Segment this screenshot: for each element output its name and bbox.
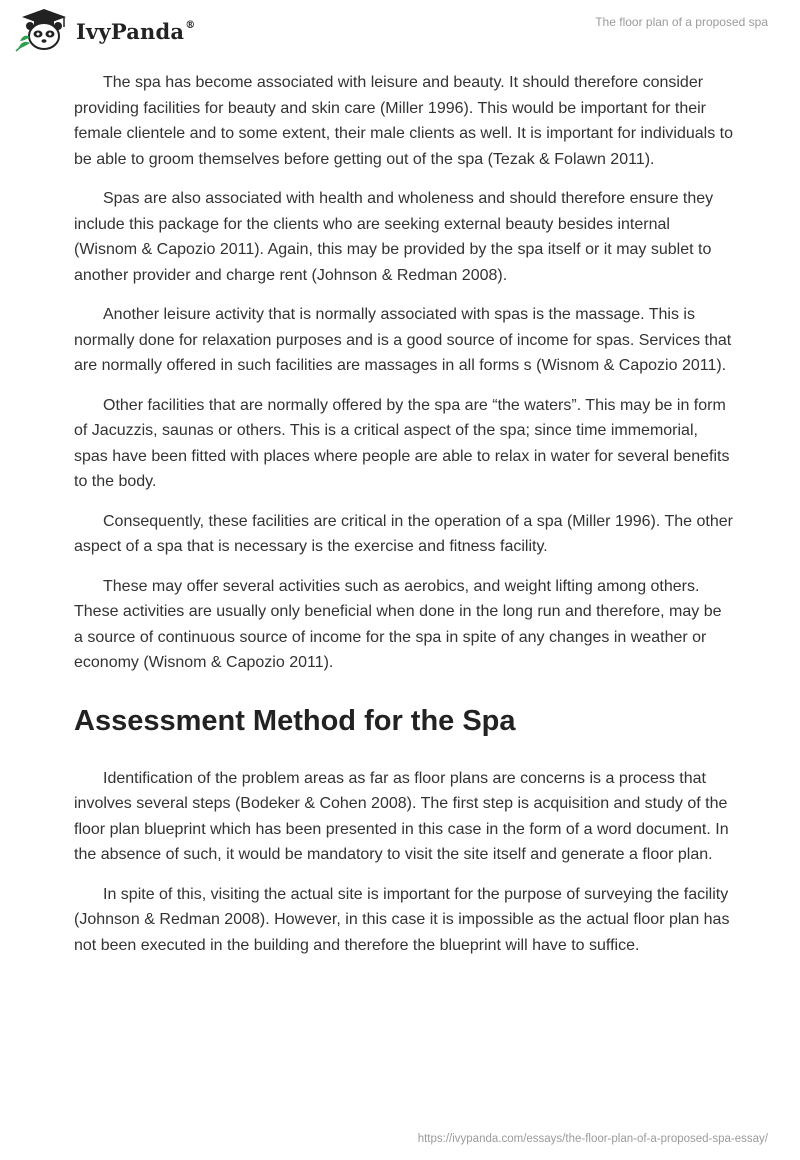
paragraph: These may offer several activities such as aerobics, and weight lifting among others. These activities are usually only beneficial when done in the long run and therefore, may be a source of continuous source of income for the spa in spite of any changes in weather or economy (Wisnom & Capozio 2011).: [74, 577, 722, 671]
paragraph: In spite of this, visiting the actual site is important for the purpose of surveying the facility (Johnson & Redman 2008). However, in this case it is impossible as the actual floor plan has not been executed in the building and therefore the blueprint will have to suffice.: [74, 885, 730, 954]
page-header: [0, 0, 800, 64]
paragraph: The spa has become associated with leisure and beauty. It should therefore consider providing facilities for beauty and skin care (Miller 1996). This would be important for their female clientele and to some extent, their male clients as well. It is important for individuals to be able to groom themselves before getting out of the spa (Tezak & Folawn 2011).: [74, 74, 733, 168]
paragraph: Consequently, these facilities are critical in the operation of a spa (Miller 1996). The other aspect of a spa that is necessary is the exercise and fitness facility.: [74, 512, 733, 555]
brand-name: IvyPanda®: [76, 18, 196, 44]
source-url: https://ivypanda.com/essays/the-floor-plan-of-a-proposed-spa-essay/: [417, 1133, 768, 1145]
article-body: [74, 70, 734, 972]
document-title: The floor plan of a proposed spa: [595, 15, 768, 29]
section-heading: Assessment Method for the Spa: [74, 704, 516, 737]
brand-logo-link[interactable]: [14, 7, 195, 53]
paragraph: Other facilities that are normally offered by the spa are “the waters”. This may be in form of Jacuzzis, saunas or others. This is a critical aspect of the spa; since time immemorial, spas have been fitted with places where people are able to relax in water for several benefits to the body.: [74, 396, 730, 490]
paragraph: Spas are also associated with health and wholeness and should therefore ensure they include this package for the clients who are seeking external beauty besides internal (Wisnom & Capozio 2011). Again, this may be provided by the spa itself or it may sublet to another provider and charge rent (Johnson & Redman 2008).: [74, 190, 714, 284]
paragraph: Another leisure activity that is normally associated with spas is the massage. This is normally done for relaxation purposes and is a good source of income for spas. Services that are normally offered in such facilities are massages in all forms s (Wisnom & Capozio 2011).: [74, 306, 732, 374]
registered-mark: ®: [185, 19, 196, 31]
paragraph: Identification of the problem areas as far as floor plans are concerns is a process that involves several steps (Bodeker & Cohen 2008). The first step is acquisition and study of the floor plan blueprint which has been presented in this case in the form of a word document. In the absence of such, it would be mandatory to visit the site itself and generate a floor plan.: [74, 769, 729, 863]
panda-graduate-icon: [14, 7, 72, 53]
